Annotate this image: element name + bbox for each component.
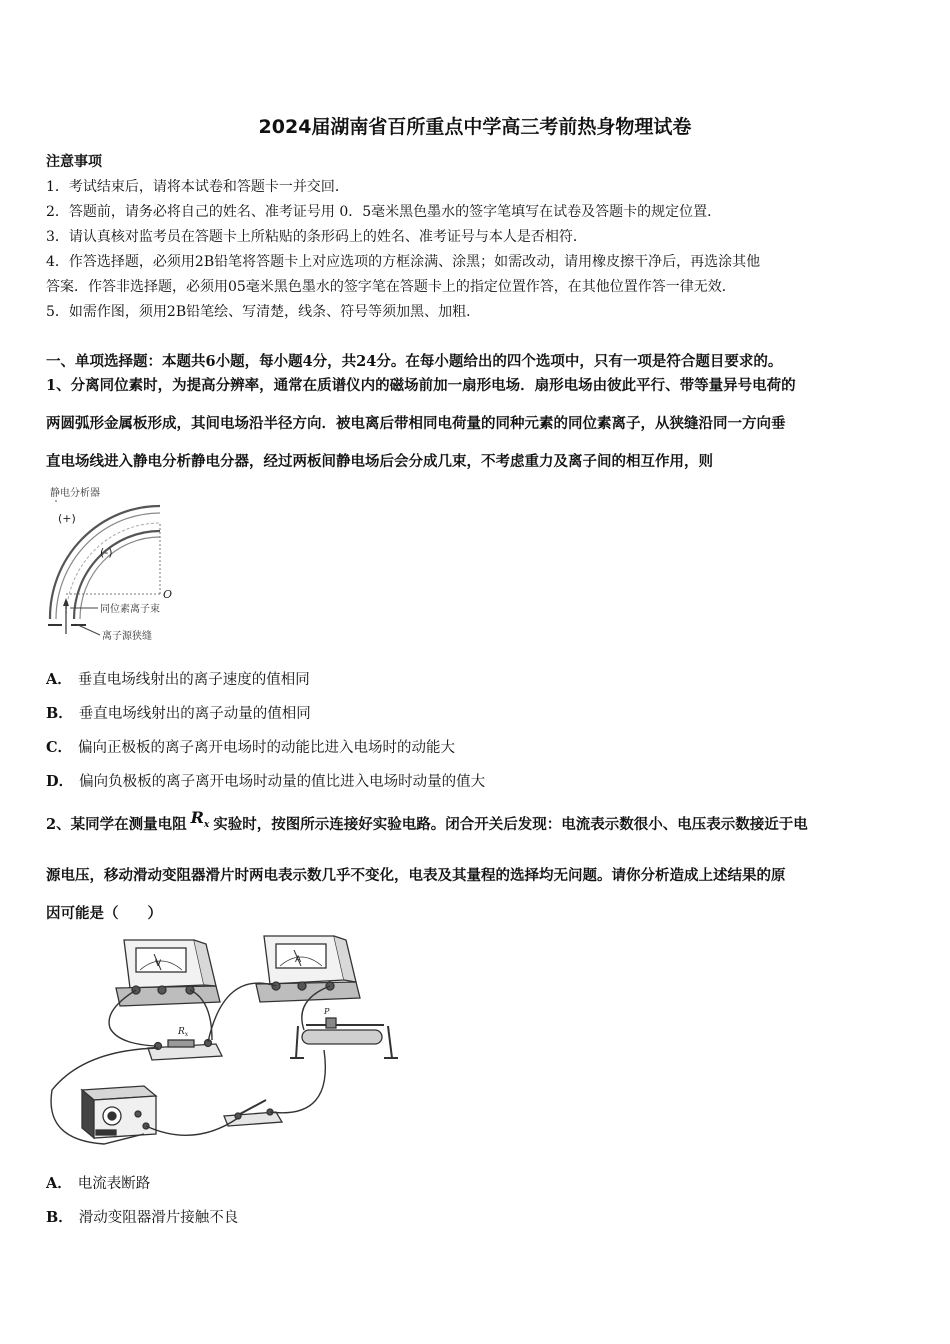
rx-symbol: $R_x$ xyxy=(190,808,210,831)
voltmeter-label: V xyxy=(155,959,162,969)
q1-option-d: D． 偏向负极板的离子离开电场时动量的值比进入电场时动量的值大 xyxy=(46,773,486,790)
q1-option-a: A． 垂直电场线射出的离子速度的值相同 xyxy=(46,671,310,688)
voltmeter-icon xyxy=(116,940,220,1006)
minus-plate-label: (-) xyxy=(100,546,113,559)
question-2-text: 因可能是（ ） xyxy=(46,905,162,922)
power-supply-icon xyxy=(82,1086,156,1138)
q2-option-b: B． 滑动变阻器滑片接触不良 xyxy=(46,1209,239,1226)
notice-heading: 注意事项 xyxy=(46,154,102,170)
question-1-text: 1、分离同位素时，为提高分辨率，通常在质谱仪内的磁场前加一扇形电场．扇形电场由彼此平行、带等量异号电荷的 xyxy=(46,377,796,394)
notice-item: 4．作答选择题，必须用2B铅笔将答题卡上对应选项的方框涂满、涂黑；如需改动，请用橡皮擦干净后，再选涂其他 xyxy=(46,254,761,270)
notice-item: 5．如需作图，须用2B铅笔绘、写清楚，线条、符号等须加黑、加粗． xyxy=(46,304,481,320)
question-1-text: 直电场线进入静电分析静电分器，经过两板间静电场后会分成几束，不考虑重力及离子间的相互作用，则 xyxy=(46,453,713,470)
analyzer-label: 静电分析器 xyxy=(50,488,100,499)
rx-label: $R_x$ xyxy=(178,1027,189,1038)
notice-item: 1．考试结束后，请将本试卷和答题卡一并交回． xyxy=(46,179,349,195)
page-title: 2024届湖南省百所重点中学高三考前热身物理试卷 xyxy=(258,116,692,138)
notice-item: 2．答题前，请务必将自己的姓名、准考证号用 0．5毫米黑色墨水的签字笔填写在试卷及答题卡的规定位置． xyxy=(46,204,722,220)
plus-plate-label: (+) xyxy=(58,512,76,525)
notice-item: 答案．作答非选择题，必须用05毫米黑色墨水的签字笔在答题卡上的指定位置作答，在其他位置作答一律无效． xyxy=(46,279,736,295)
question-2-text: 源电压，移动滑动变阻器滑片时两电表示数几乎不变化，电表及其量程的选择均无问题。请你分析造成上述结果的原 xyxy=(46,867,786,884)
q2-option-a: A． 电流表断路 xyxy=(46,1175,151,1192)
notice-item: 3．请认真核对监考员在答题卡上所粘贴的条形码上的姓名、准考证号与本人是否相符． xyxy=(46,229,587,245)
ammeter-label: A xyxy=(295,955,302,965)
q1-option-c: C． 偏向正极板的离子离开电场时的动能比进入电场时的动能大 xyxy=(46,739,456,756)
center-o-label: O xyxy=(163,588,173,601)
question-1-text: 两圆弧形金属板形成，其间电场沿半径方向．被电离后带相同电荷量的同种元素的同位素离子，从狭缝沿同一方向垂 xyxy=(46,415,786,432)
question-2-text: 2、某同学在测量电阻 $R_x$ 实验时，按图所示连接好实验电路。闭合开关后发现：电流表示数很小、电压表示数接近于电 xyxy=(46,808,808,833)
resistor-rx-icon xyxy=(148,1040,222,1061)
beam-label: 同位素离子束 xyxy=(100,604,160,615)
rheostat-icon xyxy=(290,1018,398,1058)
q1-option-b: B． 垂直电场线射出的离子动量的值相同 xyxy=(46,705,311,722)
circuit-apparatus-figure xyxy=(44,930,404,1150)
electrostatic-analyzer-figure xyxy=(44,484,194,646)
section-heading: 一、单项选择题：本题共6小题，每小题4分，共24分。在每小题给出的四个选项中，只有一项是符合题目要求的。 xyxy=(46,353,783,370)
slider-label: P xyxy=(324,1007,330,1016)
slit-label: 离子源狭缝 xyxy=(102,631,152,642)
ammeter-icon xyxy=(256,936,360,1002)
